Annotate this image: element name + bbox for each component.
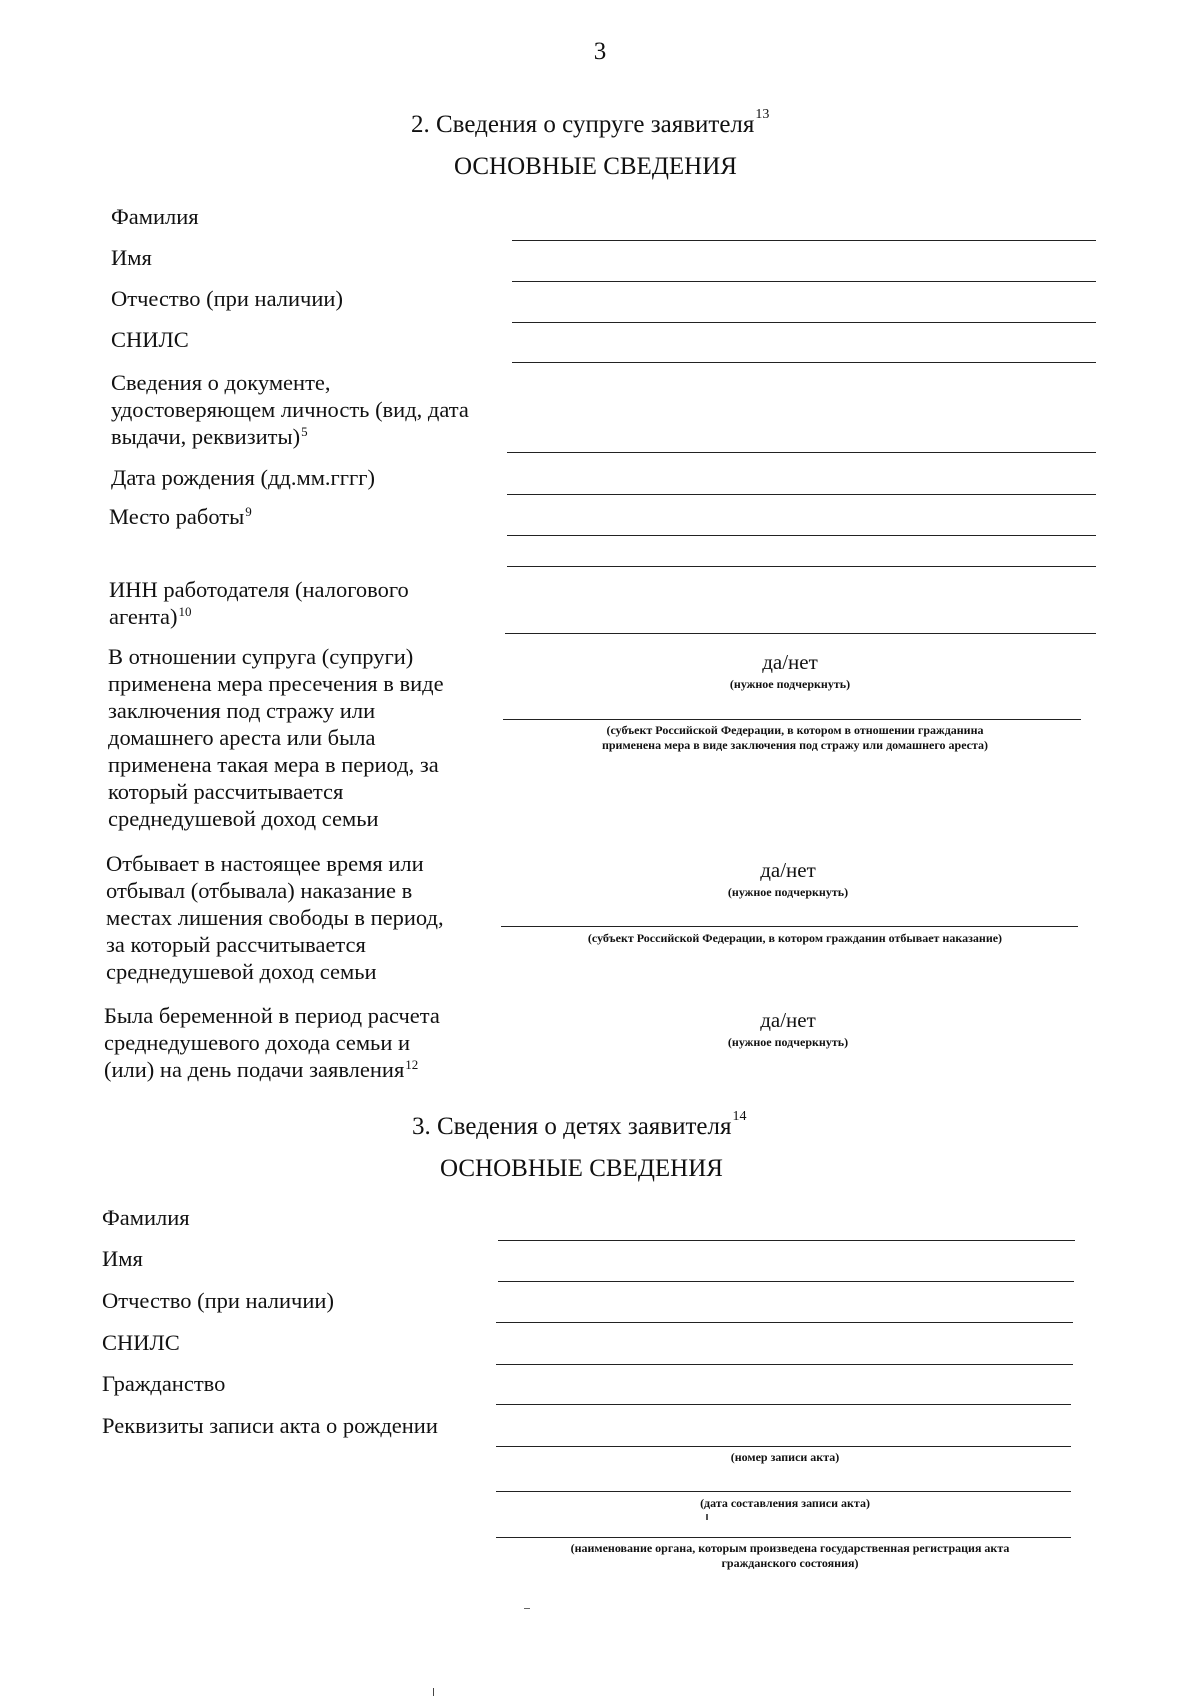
custody-answer[interactable]: да/нет xyxy=(762,650,818,674)
scan-speck xyxy=(524,1608,530,1609)
employer-inn-label xyxy=(109,576,409,630)
spouse-workplace-field[interactable] xyxy=(507,535,1096,536)
prison-region-note: (субъект Российской Федерации, в котором гражданин отбывает наказание) xyxy=(587,931,1003,945)
pregnancy-answer[interactable]: да/нет xyxy=(760,1008,816,1032)
child-surname-field[interactable] xyxy=(498,1240,1075,1241)
custody-line: заключения под стражу или xyxy=(108,698,376,723)
footnote-ref: 9 xyxy=(245,504,252,519)
employer-inn-line2: агента) xyxy=(109,604,178,629)
prison-line: Отбывает в настоящее время или xyxy=(106,851,424,876)
id-doc-line1: Сведения о документе, xyxy=(111,370,331,395)
pregnancy-line: среднедушевого дохода семьи и xyxy=(104,1030,411,1055)
scan-speck xyxy=(433,1688,434,1696)
birth-record-authority-field[interactable] xyxy=(496,1537,1071,1538)
child-citizenship-label: Гражданство xyxy=(102,1371,226,1396)
section2-subtitle: ОСНОВНЫЕ СВЕДЕНИЯ xyxy=(454,153,737,180)
child-patronymic-field[interactable] xyxy=(496,1322,1073,1323)
employer-inn-line1: ИНН работодателя (налогового xyxy=(109,577,409,602)
page-number: 3 xyxy=(593,38,607,65)
pregnancy-line: (или) на день подачи заявления xyxy=(104,1057,405,1082)
section3-subtitle: ОСНОВНЫЕ СВЕДЕНИЯ xyxy=(440,1155,723,1182)
prison-line: за который рассчитывается xyxy=(106,932,366,957)
child-name-field[interactable] xyxy=(498,1281,1074,1282)
birth-record-date-field[interactable] xyxy=(496,1491,1071,1492)
footnote-ref: 13 xyxy=(755,107,770,122)
child-snils-field[interactable] xyxy=(496,1364,1073,1365)
section3-title-text: 3. Сведения о детях заявителя xyxy=(412,1113,732,1140)
custody-question xyxy=(108,643,444,832)
custody-line: применена мера пресечения в виде xyxy=(108,671,444,696)
authority-note-line2: гражданского состояния) xyxy=(721,1556,859,1570)
record-number-note: (номер записи акта) xyxy=(730,1450,840,1464)
pregnancy-answer-note: (нужное подчеркнуть) xyxy=(727,1035,849,1049)
region-note-line1: (субъект Российской Федерации, в котором в отношении гражданина xyxy=(606,723,984,737)
custody-answer-note: (нужное подчеркнуть) xyxy=(729,677,851,691)
custody-line: среднедушевой доход семьи xyxy=(108,806,379,831)
employer-inn-field[interactable] xyxy=(505,633,1096,634)
spouse-patronymic-label: Отчество (при наличии) xyxy=(111,286,343,311)
section2-title xyxy=(411,107,770,139)
section3-title xyxy=(412,1109,747,1141)
pregnancy-question xyxy=(104,1002,440,1083)
pregnancy-line: Была беременной в период расчета xyxy=(104,1003,440,1028)
prison-answer-note: (нужное подчеркнуть) xyxy=(727,885,849,899)
id-doc-line2: удостоверяющем личность (вид, дата xyxy=(111,397,469,422)
spouse-id-doc-label xyxy=(111,369,469,450)
prison-line: среднедушевой доход семьи xyxy=(106,959,377,984)
spouse-surname-label: Фамилия xyxy=(111,204,199,229)
child-name-label: Имя xyxy=(102,1246,143,1271)
footnote-ref: 5 xyxy=(301,424,308,439)
custody-region-field[interactable] xyxy=(503,719,1081,720)
spouse-id-doc-field[interactable] xyxy=(507,452,1096,453)
region-note-line2: применена мера в виде заключения под стражу или домашнего ареста) xyxy=(601,738,989,752)
footnote-ref: 12 xyxy=(405,1057,419,1072)
spouse-birth-date-field[interactable] xyxy=(507,494,1096,495)
birth-record-number-field[interactable] xyxy=(496,1446,1071,1447)
child-patronymic-label: Отчество (при наличии) xyxy=(102,1288,334,1313)
workplace-text: Место работы xyxy=(109,504,245,529)
scan-speck xyxy=(706,1514,708,1520)
prison-line: отбывал (отбывала) наказание в xyxy=(106,878,413,903)
record-date-note: (дата составления записи акта) xyxy=(700,1496,870,1510)
child-citizenship-field[interactable] xyxy=(496,1404,1071,1405)
spouse-snils-field[interactable] xyxy=(512,362,1096,363)
custody-line: В отношении супруга (супруги) xyxy=(108,644,414,669)
prison-region-field[interactable] xyxy=(501,926,1078,927)
prison-question xyxy=(106,850,444,985)
footnote-ref: 14 xyxy=(732,1109,747,1124)
spouse-name-field[interactable] xyxy=(512,281,1096,282)
authority-note-line1: (наименование органа, которым произведена государственная регистрация акта xyxy=(570,1541,1010,1555)
spouse-surname-field[interactable] xyxy=(512,240,1096,241)
custody-line: применена такая мера в период, за xyxy=(108,752,439,777)
id-doc-line3: выдачи, реквизиты) xyxy=(111,424,301,449)
section2-title-text: 2. Сведения о супруге заявителя xyxy=(411,111,755,138)
footnote-ref: 10 xyxy=(178,604,192,619)
spouse-birth-date-label: Дата рождения (дд.мм.гггг) xyxy=(111,465,375,490)
custody-region-note xyxy=(530,723,1060,753)
child-birth-record-label: Реквизиты записи акта о рождении xyxy=(102,1413,438,1438)
spouse-name-label: Имя xyxy=(111,245,152,270)
authority-note xyxy=(520,1541,1060,1571)
spouse-workplace-label xyxy=(109,503,252,530)
prison-answer[interactable]: да/нет xyxy=(760,858,816,882)
spouse-patronymic-field[interactable] xyxy=(512,322,1096,323)
child-surname-label: Фамилия xyxy=(102,1205,190,1230)
prison-line: местах лишения свободы в период, xyxy=(106,905,444,930)
custody-line: домашнего ареста или была xyxy=(108,725,376,750)
spouse-workplace-field-2[interactable] xyxy=(507,566,1096,567)
spouse-snils-label: СНИЛС xyxy=(111,327,189,352)
custody-line: который рассчитывается xyxy=(108,779,344,804)
child-snils-label: СНИЛС xyxy=(102,1330,180,1355)
